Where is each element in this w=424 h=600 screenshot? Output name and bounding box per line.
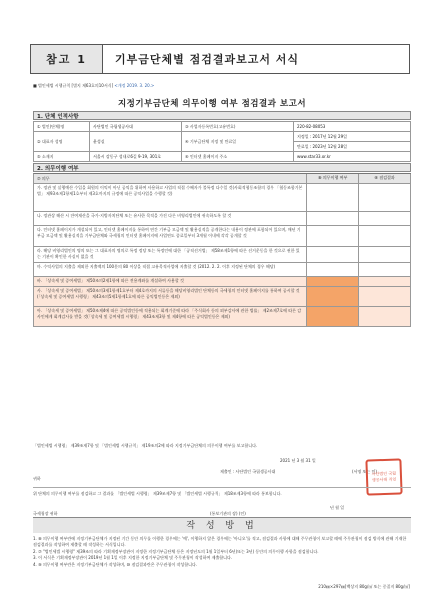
form-title: 지정기부금단체 의무이행 여부 점검결과 보고서 — [117, 99, 307, 109]
name-value: 사단법인 국립생공사대 — [90, 122, 182, 132]
name-label: ① 법인(단체)명 — [34, 122, 90, 132]
addressee: 귀하 — [33, 476, 41, 481]
obligation-column-header: ⑦ 의무 — [34, 174, 307, 183]
obligation-row — [34, 212, 411, 226]
confirmation-text: 「법인세법 시행령」 제39조제7항 및 「법인세법 시행규칙」 제19조의2에 따라 지정기부금단체의 의무이행 여부를 보고합니다. — [33, 443, 258, 448]
instruction-line: 4. ⑨ 의무이행 여부란은 지정기부금단체가 작성하며, ⑩ 점검결과란은 주무관청이 작성합니다. — [33, 561, 198, 567]
address-value: 서울시 강동구 성내로6길 9-19, 301호 — [90, 152, 182, 162]
compliance-cell[interactable] — [307, 184, 359, 211]
entity-info-table — [33, 121, 411, 162]
submitter: 제출인 : 사단법인 국립생공사대 — [220, 469, 276, 474]
obligation-text: 바. 「상속세 및 증여세법」 제50조의2제1항에 따른 전용계좌를 개설하여 사용할 것 — [34, 277, 307, 286]
compliance-cell[interactable] — [307, 277, 359, 286]
compliance-cell[interactable] — [307, 263, 359, 276]
obligation-row — [34, 277, 411, 287]
instructions-list — [33, 536, 411, 568]
obligation-text: 마. 수익사업의 지출을 제외한 지출액의 100분의 80 이상을 직접 고유목적사업에 지출할 것 (2012. 2. 2. 이후 지정된 단체의 경우 해당) — [34, 263, 307, 276]
designation-period-label: ④ 기부금단체 지정 및 만료일 — [182, 132, 294, 152]
obligation-text: 라. 해당 비영리법인의 명의 또는 그 대표자의 명의로 특정 정당 또는 특정인에 대한 「공직선거법」 제58조제1항에 따른 선거운동을 한 것으로 권한 있는 기관이 확인한 사실이 없을 것 — [34, 247, 307, 262]
result-cell[interactable] — [359, 226, 411, 246]
section-2-heading: 2. 의무이행 여부 — [33, 163, 411, 172]
result-column-header: ⑨ 점검결과 — [359, 174, 411, 183]
designated-date: 지정일 : 2017년 12월 29일 — [294, 132, 411, 142]
result-cell[interactable] — [359, 247, 411, 262]
compliance-cell[interactable] — [307, 247, 359, 262]
compliance-cell[interactable] — [307, 226, 359, 246]
instructions-heading: 작 성 방 법 — [33, 517, 411, 533]
biz-number-value: 220-82-08053 — [294, 122, 411, 132]
compliance-column-header: ⑧ 의무이행 여부 — [307, 174, 359, 183]
homepage-label: ⑥ 인터넷 홈페이지 주소 — [182, 152, 294, 162]
law-reference — [33, 83, 154, 89]
obligation-check-table — [33, 173, 411, 327]
obligation-row — [34, 247, 411, 263]
check-table-header — [34, 174, 411, 184]
representative-label: ② 대표자 성명 — [34, 132, 90, 152]
tax-office: 국세청장 귀하 — [33, 511, 58, 516]
result-cell[interactable] — [359, 212, 411, 225]
expiry-date: 만료일 : 2023년 12월 28일 — [294, 142, 411, 152]
notice-date: 년 월 일 — [330, 505, 345, 510]
paper-spec: 210㎜×297㎜[백상지 80g/㎡ 또는 중질지 80g/㎡] — [318, 584, 410, 589]
result-cell[interactable] — [359, 307, 411, 326]
result-cell[interactable] — [359, 287, 411, 306]
result-cell[interactable] — [359, 184, 411, 211]
instruction-line: 3. 이 서식은 기획재정부장관이 2019년 1월 1일 이후 지정한 지정기부금단체 및 주무관청이 작성하여 제출합니다. — [33, 555, 233, 561]
compliance-cell[interactable] — [307, 307, 359, 326]
revision-date: <개정 2019. 3. 20.> — [114, 83, 155, 88]
obligation-row — [34, 307, 411, 327]
section-1-heading: 1. 단체 인적사항 — [33, 111, 411, 120]
obligation-text: 아. 「상속세 및 증여세법」 제50조제4에 따른 공익법인등에 적용되는 회계기준에 따라 「주식회사 등의 외부감사에 관한 법률」 제2조제7호에 따른 감사인에게 회계감사를 받을 것(「상속세 및 증여세법 시행령」 제43조제3항 및 제4항에 따른 공익법인등은 제외) — [34, 307, 307, 326]
report-date: 2021 년 3 월 31 일 — [280, 458, 316, 463]
obligation-text: 나. 정관상 해산 시 잔여재산을 국가·지방자치단체 또는 유사한 목적을 가진 다른 비영리법인에 귀속하도록 할 것 — [34, 212, 307, 225]
auditor-text: 위 단체의 의무이행 여부를 점검하고 그 결과를 「법인세법 시행령」 제39조제7항 및 「법인세법 시행규칙」 제18조제3항에 따라 통보합니다. — [33, 491, 282, 496]
obligation-text: 사. 「상속세 및 증여세법」 제50조의3제1항제1호부터 제4호까지의 서류등을 해당비영리법인 단체등의 국세청의 인터넷 홈페이지를 통하여 공시할 것(「상속세 및 증여세법 시행령」 제43조의5제1항제1호에 따른 공익법인등은 제외) — [34, 287, 307, 306]
obligation-text: 가. 정관 및 실행예산 수입을 회원의 이익이 아닌 공익을 위하여 사용하고 사업의 직접 수혜자가 불특정 다수일 것(사회적협동조합의 경우 「협동조합기본법」 제93조제1항제1호부터 제3호까지의 규정에 따른 공익사업을 수행할 것) — [34, 184, 307, 211]
instruction-line: 2. ⑦ "법인세법 시행령" 제39조의 따라 기획재정부장관이 지정한 지정기부금단체 등은 지정년도의 1월 1일부터 6년(또는 3년) 동안의 의무이행 사항을 점검합니다. — [33, 548, 319, 554]
law-reference-text: ■ 법인세법 시행규칙 [별지 제63호의10서식] — [33, 83, 115, 88]
obligation-row — [34, 263, 411, 277]
address-label: ⑤ 소재지 — [34, 152, 90, 162]
obligation-row — [34, 184, 411, 212]
compliance-cell[interactable] — [307, 212, 359, 225]
homepage-value: www.star33.or.kr — [294, 152, 411, 162]
reference-number: 참고 1 — [31, 45, 103, 73]
reference-header — [30, 44, 410, 74]
result-cell[interactable] — [359, 277, 411, 286]
sign-note: (서명 또는 인) — [352, 469, 377, 474]
obligation-row — [34, 287, 411, 307]
obligation-row — [34, 226, 411, 247]
instruction-line: 1. ⑧ 의무이행 여부란에 지정기부금단체가 지정된 기간 동안 의무를 이행한 경우에는 '예', 이행하지 않은 경우에는 '아니오'를 적고, 점검결과 사항에 대해 주무관청이 보고할 때에 주무관청이 점검 방식에 관해 기재한 점검결과를 작성하여 제출할 때 작성하는 서식입니다. — [33, 536, 407, 548]
result-cell[interactable] — [359, 263, 411, 276]
seal-text: 사단법인 국립생공사대 직인 — [371, 470, 397, 483]
divider — [33, 487, 411, 488]
compliance-cell[interactable] — [307, 287, 359, 306]
biz-number-label: ③ 사업자등록번호(고유번호) — [182, 122, 294, 132]
reference-title: 기부금단체별 점검결과보고서 서식 — [115, 53, 300, 66]
representative-value: 윤성실 — [90, 132, 182, 152]
obligation-text: 다. 인터넷 홈페이지가 개설되어 있고, 인터넷 홈페이지를 통하여 연간 기부금 모금액 및 활용실적을 공개한다는 내용이 정관에 포함되어 있으며, 매년 기부금 모금액 및 활용실적을 기부금단체와 국세청의 인터넷 홈페이지에 사업연도 종료일부터 3개월 이내에 각각 공개할 것 — [34, 226, 307, 246]
auditor-signature: (통보기관의 장) (인) — [210, 511, 246, 516]
